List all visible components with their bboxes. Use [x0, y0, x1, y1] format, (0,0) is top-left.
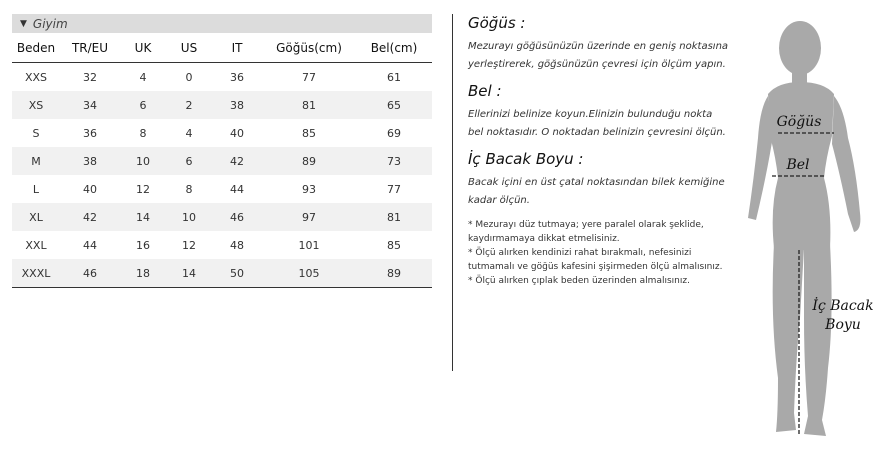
table-cell: 10	[166, 203, 212, 231]
table-cell: 50	[212, 259, 262, 288]
inseam-instructions: Bacak içini en üst çatal noktasından bilek kemiğine kadar ölçün.	[468, 177, 725, 206]
section-title: Giyim	[32, 16, 68, 31]
section-header-clothing[interactable]	[12, 14, 432, 33]
column-divider	[452, 14, 453, 371]
table-cell: 38	[60, 147, 120, 175]
column-header: Bel(cm)	[356, 33, 432, 63]
table-cell: 2	[166, 91, 212, 119]
table-cell: 42	[212, 147, 262, 175]
table-cell: 16	[136, 238, 150, 252]
table-cell: 93	[302, 182, 316, 196]
column-header: UK	[120, 33, 166, 63]
table-cell: M	[12, 147, 60, 175]
table-cell: 36	[83, 126, 97, 140]
table-row	[12, 119, 432, 147]
body-figure	[734, 18, 883, 443]
table-row	[12, 231, 432, 259]
waist-heading: Bel :	[468, 82, 502, 100]
table-cell: 97	[262, 203, 356, 231]
table-row	[12, 63, 432, 92]
table-cell: 6	[166, 147, 212, 175]
table-cell: XS	[12, 91, 60, 119]
column-header: Beden	[12, 33, 60, 63]
caret-down-icon: ▼	[20, 18, 27, 29]
note-item: * Mezurayı düz tutmaya; yere paralel olarak şeklide, kaydırmamaya dikkat etmelisiniz.	[468, 220, 704, 244]
column-header: IT	[212, 33, 262, 63]
table-row	[12, 91, 432, 119]
table-cell: 65	[356, 91, 432, 119]
table-cell: 8	[185, 182, 193, 196]
table-cell: 32	[83, 70, 97, 84]
table-cell: 4	[185, 126, 193, 140]
table-cell: 85	[387, 238, 401, 252]
measurement-notes	[468, 218, 730, 288]
body-silhouette-icon	[734, 18, 883, 443]
table-cell: 61	[387, 70, 401, 84]
inseam-label-line1: İç Bacak	[812, 298, 874, 314]
table-cell: 44	[230, 182, 244, 196]
table-cell: 8	[139, 126, 147, 140]
table-cell: 69	[387, 126, 401, 140]
size-chart	[12, 14, 432, 288]
table-cell: 46	[212, 203, 262, 231]
table-cell: 81	[262, 91, 356, 119]
table-header-row	[12, 33, 432, 63]
chest-heading: Göğüs :	[468, 14, 526, 32]
table-cell: 73	[356, 147, 432, 175]
table-row	[12, 175, 432, 203]
note-item: * Ölçü alırken kendinizi rahat bırakmalı, nefesinizi tutmamalı ve göğüs kafesini şişirmeden ölçü almalısınız.	[468, 248, 723, 272]
table-row	[12, 147, 432, 175]
table-cell: 10	[120, 147, 166, 175]
table-cell: 89	[356, 259, 432, 288]
table-cell: 38	[212, 91, 262, 119]
table-cell: XXL	[25, 238, 47, 252]
table-cell: 105	[262, 259, 356, 288]
column-header: TR/EU	[60, 33, 120, 63]
table-cell: XL	[12, 203, 60, 231]
table-cell: 12	[182, 238, 196, 252]
table-row	[12, 259, 432, 288]
note-item: * Ölçü alırken çıplak beden üzerinden almalısınız.	[468, 276, 690, 286]
table-cell: 85	[302, 126, 316, 140]
table-cell: 0	[185, 70, 193, 84]
table-cell: XXS	[24, 70, 48, 84]
chest-instructions: Mezurayı göğüsünüzün üzerinde en geniş noktasına yerleştirerek, göğsünüzün çevresi için ölçüm yapın.	[468, 41, 729, 70]
table-cell: XXXL	[12, 259, 60, 288]
table-cell: 40	[83, 182, 97, 196]
column-header: Göğüs(cm)	[262, 33, 356, 63]
table-cell: L	[32, 182, 40, 196]
waist-figure-label: Bel	[786, 157, 810, 173]
table-cell: 42	[60, 203, 120, 231]
table-cell: 77	[302, 70, 316, 84]
table-cell: 14	[120, 203, 166, 231]
table-cell: 18	[120, 259, 166, 288]
inseam-figure-label	[808, 297, 878, 335]
inseam-label-line2: Boyu	[825, 317, 861, 333]
size-table	[12, 33, 432, 288]
table-cell: 101	[298, 238, 320, 252]
table-cell: 4	[139, 70, 147, 84]
table-cell: 34	[60, 91, 120, 119]
waist-instructions: Ellerinizi belinize koyun.Elinizin bulunduğu nokta bel noktasıdır. O noktadan belinizin çevresini ölçün.	[468, 109, 726, 138]
table-cell: 44	[83, 238, 97, 252]
table-cell: 48	[230, 238, 244, 252]
table-cell: 89	[262, 147, 356, 175]
table-cell: 40	[230, 126, 244, 140]
inseam-heading: İç Bacak Boyu :	[468, 150, 584, 168]
chest-figure-label: Göğüs	[776, 114, 822, 130]
table-cell: S	[32, 126, 40, 140]
table-body	[12, 63, 432, 288]
table-row	[12, 203, 432, 231]
table-cell: 36	[230, 70, 244, 84]
column-header: US	[166, 33, 212, 63]
table-cell: 46	[60, 259, 120, 288]
table-cell: 81	[356, 203, 432, 231]
table-cell: 14	[166, 259, 212, 288]
table-cell: 12	[136, 182, 150, 196]
table-cell: 6	[120, 91, 166, 119]
measurement-guide	[468, 14, 730, 288]
table-cell: 77	[387, 182, 401, 196]
